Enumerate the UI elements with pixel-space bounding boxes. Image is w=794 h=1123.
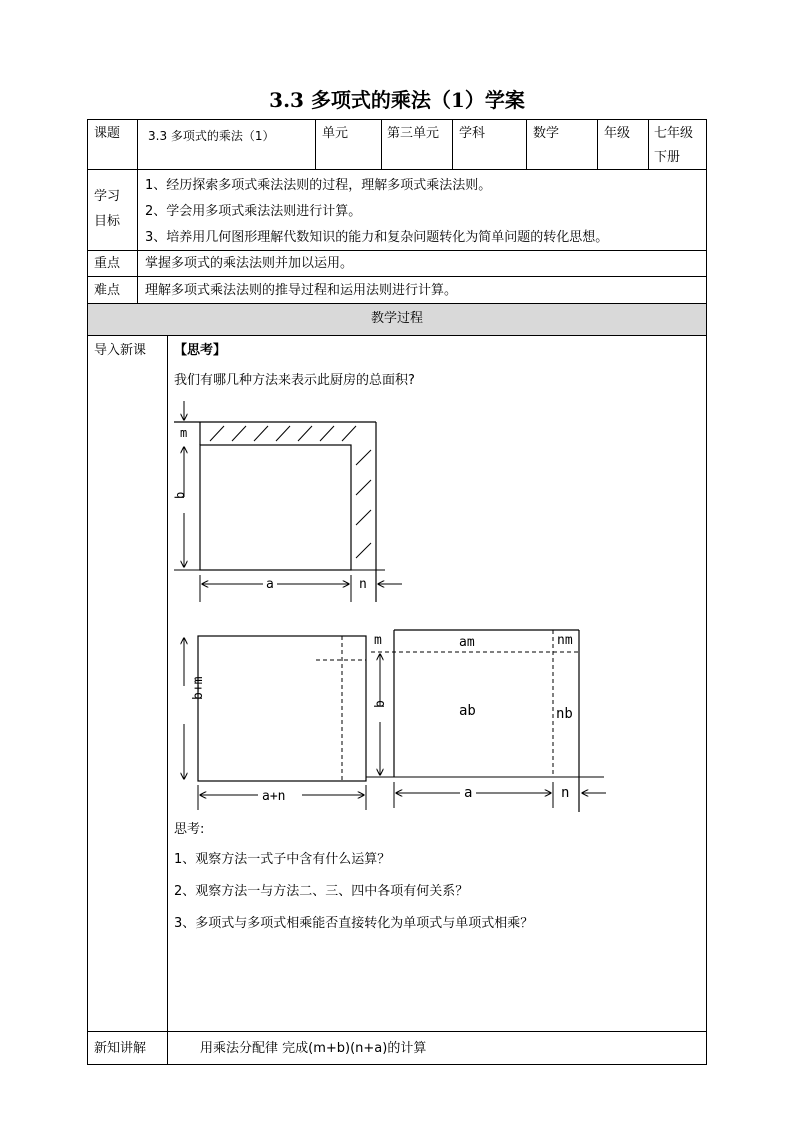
fig2-label-a-plus-n: a+n [262,789,286,804]
fig3-label-a: a [464,785,473,801]
fig3-label-m: m [374,633,382,648]
topic-value: 3.3 多项式的乘法（1） [148,129,275,143]
intro-label: 导入新课 [94,343,147,358]
objectives-label-2: 目标 [94,214,121,229]
new-knowledge-text: 用乘法分配律 完成(m+b)(n+a)的计算 [200,1041,427,1056]
subject-label: 学科 [459,126,486,141]
grade-label: 年级 [604,126,631,141]
fig3-label-n: n [561,785,570,801]
kitchen-figure-1 [170,395,410,610]
new-knowledge-label: 新知讲解 [94,1041,147,1056]
fig1-label-b: b [173,491,187,499]
fig1-label-a: a [266,577,274,592]
objective-item-3: 3、培养用几何图形理解代数知识的能力和复杂问题转化为简单问题的转化思想。 [145,230,609,245]
fig3-label-am: am [459,635,475,650]
fig1-label-m: m [180,426,188,440]
objective-item-1: 1、经历探索多项式乘法法则的过程，理解多项式乘法法则。 [145,178,492,193]
objectives-label-1: 学习 [94,189,121,204]
key-point-text: 掌握多项式的乘法法则并加以运用。 [145,256,354,271]
think-question-1: 1、观察方法一式子中含有什么运算？ [174,852,391,867]
unit-label: 单元 [322,126,349,141]
process-header: 教学过程 [370,311,423,326]
fig2-label-b-plus-m: b+m [191,676,206,700]
fig3-label-ab: ab [459,703,476,719]
objective-item-2: 2、学会用多项式乘法法则进行计算。 [145,204,362,219]
think-question-2: 2、观察方法一与方法二、三、四中各项有何关系？ [174,884,469,899]
key-point-label: 重点 [94,256,121,271]
subject-value: 数学 [533,126,560,141]
kitchen-figure-2 [170,628,370,813]
fig3-label-nb: nb [556,706,573,722]
fig3-label-nm: nm [557,633,573,648]
unit-value: 第三单元 [387,126,440,141]
think-title: 【思考】 [174,343,227,358]
kitchen-figure-3 [366,622,611,812]
think-question-3: 3、多项式与多项式相乘能否直接转化为单项式与单项式相乘？ [174,916,534,931]
difficulty-text: 理解多项式乘法法则的推导过程和运用法则进行计算。 [145,283,458,298]
page-title: 3.3 多项式的乘法（1）学案 [269,88,525,112]
grade-value-line2: 下册 [654,150,681,165]
fig1-label-n: n [359,577,367,592]
difficulty-label: 难点 [94,283,121,298]
fig3-label-b: b [373,700,388,708]
think-label: 思考: [174,822,205,837]
grade-value-line1: 七年级 [654,126,694,141]
area-question: 我们有哪几种方法来表示此厨房的总面积? [174,373,415,388]
topic-label: 课题 [94,126,121,141]
